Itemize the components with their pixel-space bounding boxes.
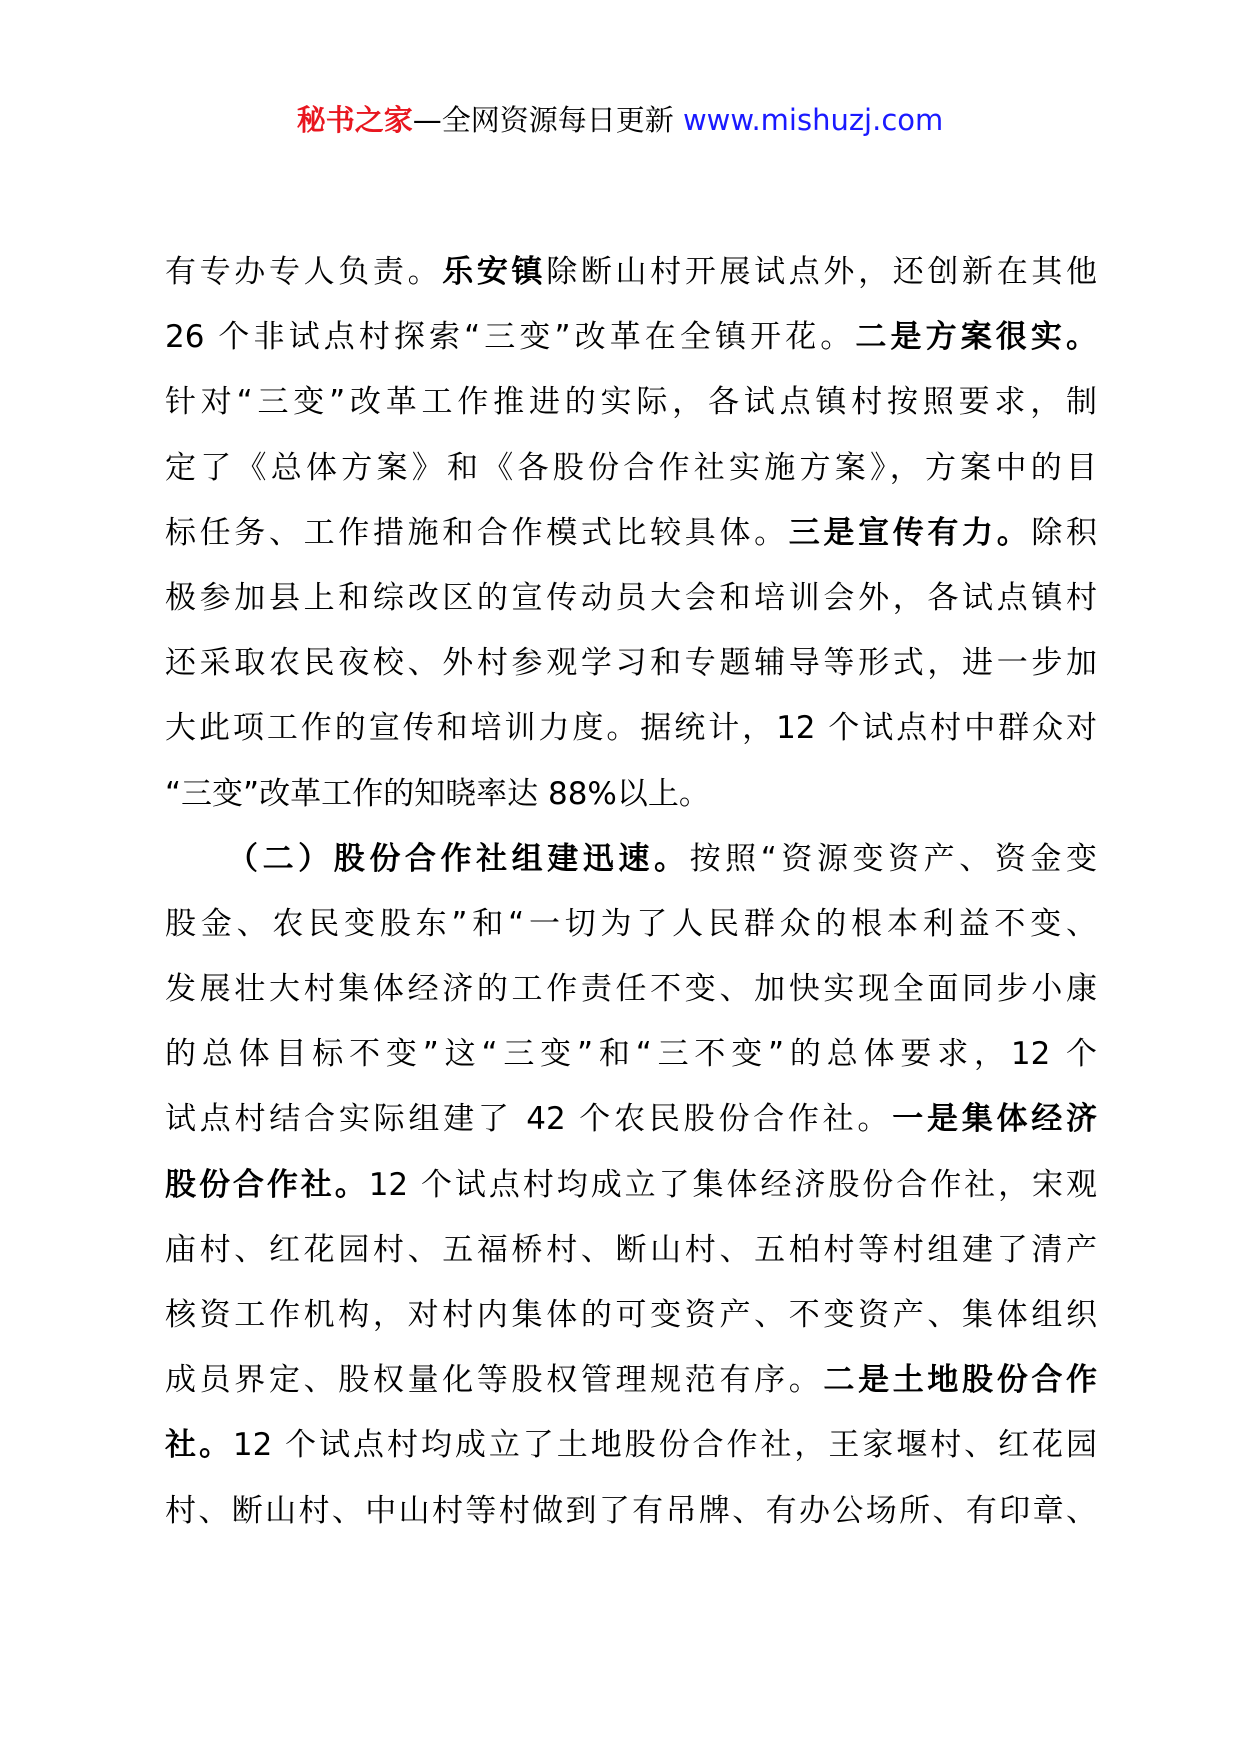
- bold-text-segment: 二是土地股份合作: [823, 1362, 1097, 1399]
- bold-text-segment: 一是集体经济: [892, 1101, 1098, 1138]
- text-line: [165, 436, 1097, 501]
- text-segment: “三变”改革工作的知晓率达 88%以上。: [165, 775, 710, 812]
- text-segment: 12 个试点村均成立了集体经济股份合作社，宋观: [368, 1166, 1097, 1203]
- text-line: [165, 1218, 1097, 1283]
- text-line: [165, 1022, 1097, 1087]
- text-segment: 除断山村开展试点外，还创新在其他: [546, 254, 1098, 290]
- bold-text-segment: 三是宣传有力。: [788, 514, 1032, 551]
- site-tagline: —全网资源每日更新: [412, 103, 674, 137]
- text-segment: 除积: [1031, 514, 1098, 551]
- text-segment: 标任务、工作措施和合作模式比较具体。: [165, 514, 789, 551]
- text-line: [165, 1479, 1097, 1544]
- text-segment: 12 个试点村均成立了土地股份合作社，王家堰村、红花园: [232, 1427, 1097, 1464]
- text-line: [165, 1413, 1097, 1478]
- text-segment: 核资工作机构，对村内集体的可变资产、不变资产、集体组织: [165, 1297, 1097, 1333]
- text-segment: 发展壮大村集体经济的工作责任不变、加快实现全面同步小康: [165, 971, 1097, 1008]
- text-segment: 庙村、红花园村、五福桥村、断山村、五柏村等村组建了清产: [165, 1231, 1097, 1268]
- text-segment: 的总体目标不变”这“三变”和“三不变”的总体要求，12 个: [165, 1036, 1097, 1073]
- text-line: [165, 305, 1097, 370]
- text-line: [165, 631, 1097, 696]
- bold-text-segment: （二）股份合作社组建迅速。: [227, 840, 690, 877]
- text-segment: 按照“资源变资产、资金变: [689, 840, 1098, 877]
- bold-text-segment: 股份合作社。: [165, 1166, 369, 1203]
- text-line: [165, 1283, 1097, 1348]
- text-segment: 成员界定、股权量化等股权管理规范有序。: [165, 1362, 824, 1399]
- site-brand: 秘书之家: [296, 103, 413, 137]
- text-line: [165, 566, 1097, 631]
- bold-text-segment: 社。: [165, 1427, 233, 1464]
- text-segment: 26 个非试点村探索“三变”改革在全镇开花。: [165, 319, 856, 356]
- text-line: [165, 762, 1097, 827]
- text-line: [165, 892, 1097, 957]
- text-segment: 定了《总体方案》和《各股份合作社实施方案》，方案中的目: [165, 449, 1097, 486]
- text-line: [165, 240, 1097, 305]
- text-line: [165, 827, 1097, 892]
- text-segment: 试点村结合实际组建了 42 个农民股份合作社。: [165, 1101, 893, 1138]
- bold-text-segment: 二是方案很实。: [855, 319, 1098, 356]
- text-line: [165, 370, 1097, 435]
- text-line: [165, 1153, 1097, 1218]
- text-segment: 针对“三变”改革工作推进的实际，各试点镇村按照要求，制: [165, 384, 1097, 421]
- text-segment: 股金、农民变股东”和“一切为了人民群众的根本利益不变、: [165, 905, 1097, 942]
- site-url-link[interactable]: www.mishuzj.com: [682, 103, 944, 137]
- text-line: [165, 501, 1097, 566]
- text-line: [165, 1087, 1097, 1152]
- page-header: [0, 100, 1240, 140]
- text-segment: 有专办专人负责。: [165, 254, 443, 290]
- text-segment: 大此项工作的宣传和培训力度。据统计，12 个试点村中群众对: [165, 710, 1097, 747]
- document-body: [165, 240, 1097, 1544]
- bold-text-segment: 乐安镇: [442, 254, 547, 290]
- text-segment: 极参加县上和综改区的宣传动员大会和培训会外，各试点镇村: [165, 579, 1097, 616]
- text-segment: 村、断山村、中山村等村做到了有吊牌、有办公场所、有印章、: [165, 1492, 1097, 1529]
- text-line: [165, 1348, 1097, 1413]
- text-line: [165, 957, 1097, 1022]
- text-segment: 还采取农民夜校、外村参观学习和专题辅导等形式，进一步加: [165, 645, 1097, 682]
- text-line: [165, 696, 1097, 761]
